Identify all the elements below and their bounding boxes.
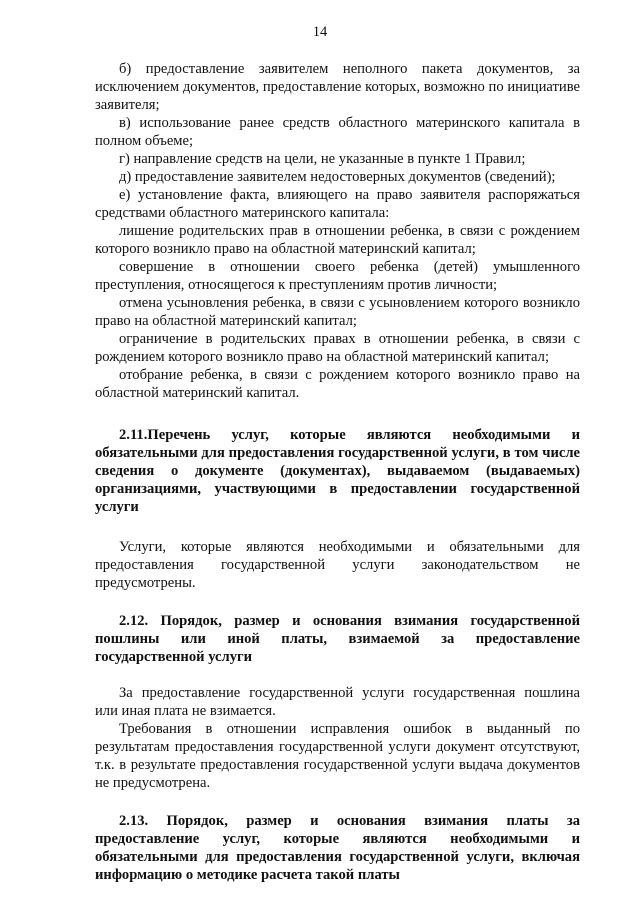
sub-item-adoption-cancel: отмена усыновления ребенка, в связи с усыновлением которого возникло право на областной материнский капитал;	[95, 295, 580, 329]
section-2-11-text: Услуги, которые являются необходимыми и обязательными для предоставления государственной услуги законодательством не предусмотрены.	[95, 539, 580, 591]
sub-item-crime: совершение в отношении своего ребенка (детей) умышленного преступления, относящегося к преступлениям против личности;	[95, 259, 580, 293]
document-body	[95, 60, 580, 884]
list-item-e: е) установление факта, влияющего на право заявителя распоряжаться средствами областного материнского капитала:	[95, 187, 580, 221]
sub-item-removal: отобрание ребенка, в связи с рождением которого возникло право на областной материнский капитал.	[95, 367, 580, 401]
list-item-g: г) направление средств на цели, не указанные в пункте 1 Правил;	[119, 151, 526, 167]
section-2-12-text-2: Требования в отношении исправления ошибок в выданный по результатам предоставления государственной услуги документ отсутствуют, т.к. в результате предоставления государственной услуги выдача документов не предусмотрена.	[95, 721, 580, 791]
page-number: 14	[312, 24, 328, 40]
list-item-d: д) предоставление заявителем недостоверных документов (сведений);	[119, 169, 556, 185]
section-2-12-heading: 2.12. Порядок, размер и основания взимания государственной пошлины или иной платы, взимаемой за предоставление государственной услуги	[95, 613, 580, 665]
section-2-11-heading: 2.11.Перечень услуг, которые являются необходимыми и обязательными для предоставления государственной услуги, в том числе сведения о документе (документах), выдаваемом (выдаваемых) организациями, участвующими в предоставлении государственной услуги	[95, 427, 580, 515]
sub-item-deprivation: лишение родительских прав в отношении ребенка, в связи с рождением которого возникло право на областной материнский капитал;	[95, 223, 580, 257]
sub-item-restriction: ограничение в родительских правах в отношении ребенка, в связи с рождением которого возникло право на областной материнский капитал;	[95, 331, 580, 365]
list-item-v: в) использование ранее средств областного материнского капитала в полном объеме;	[95, 115, 580, 149]
section-2-12-text-1: За предоставление государственной услуги государственная пошлина или иная плата не взимается.	[95, 685, 580, 719]
section-2-13-heading: 2.13. Порядок, размер и основания взимания платы за предоставление услуг, которые являются необходимыми и обязательными для предоставления государственной услуги, включая информацию о методике расчета такой платы	[95, 813, 580, 883]
list-item-b: б) предоставление заявителем неполного пакета документов, за исключением документов, предоставление которых, возможно по инициативе заявителя;	[95, 61, 580, 113]
